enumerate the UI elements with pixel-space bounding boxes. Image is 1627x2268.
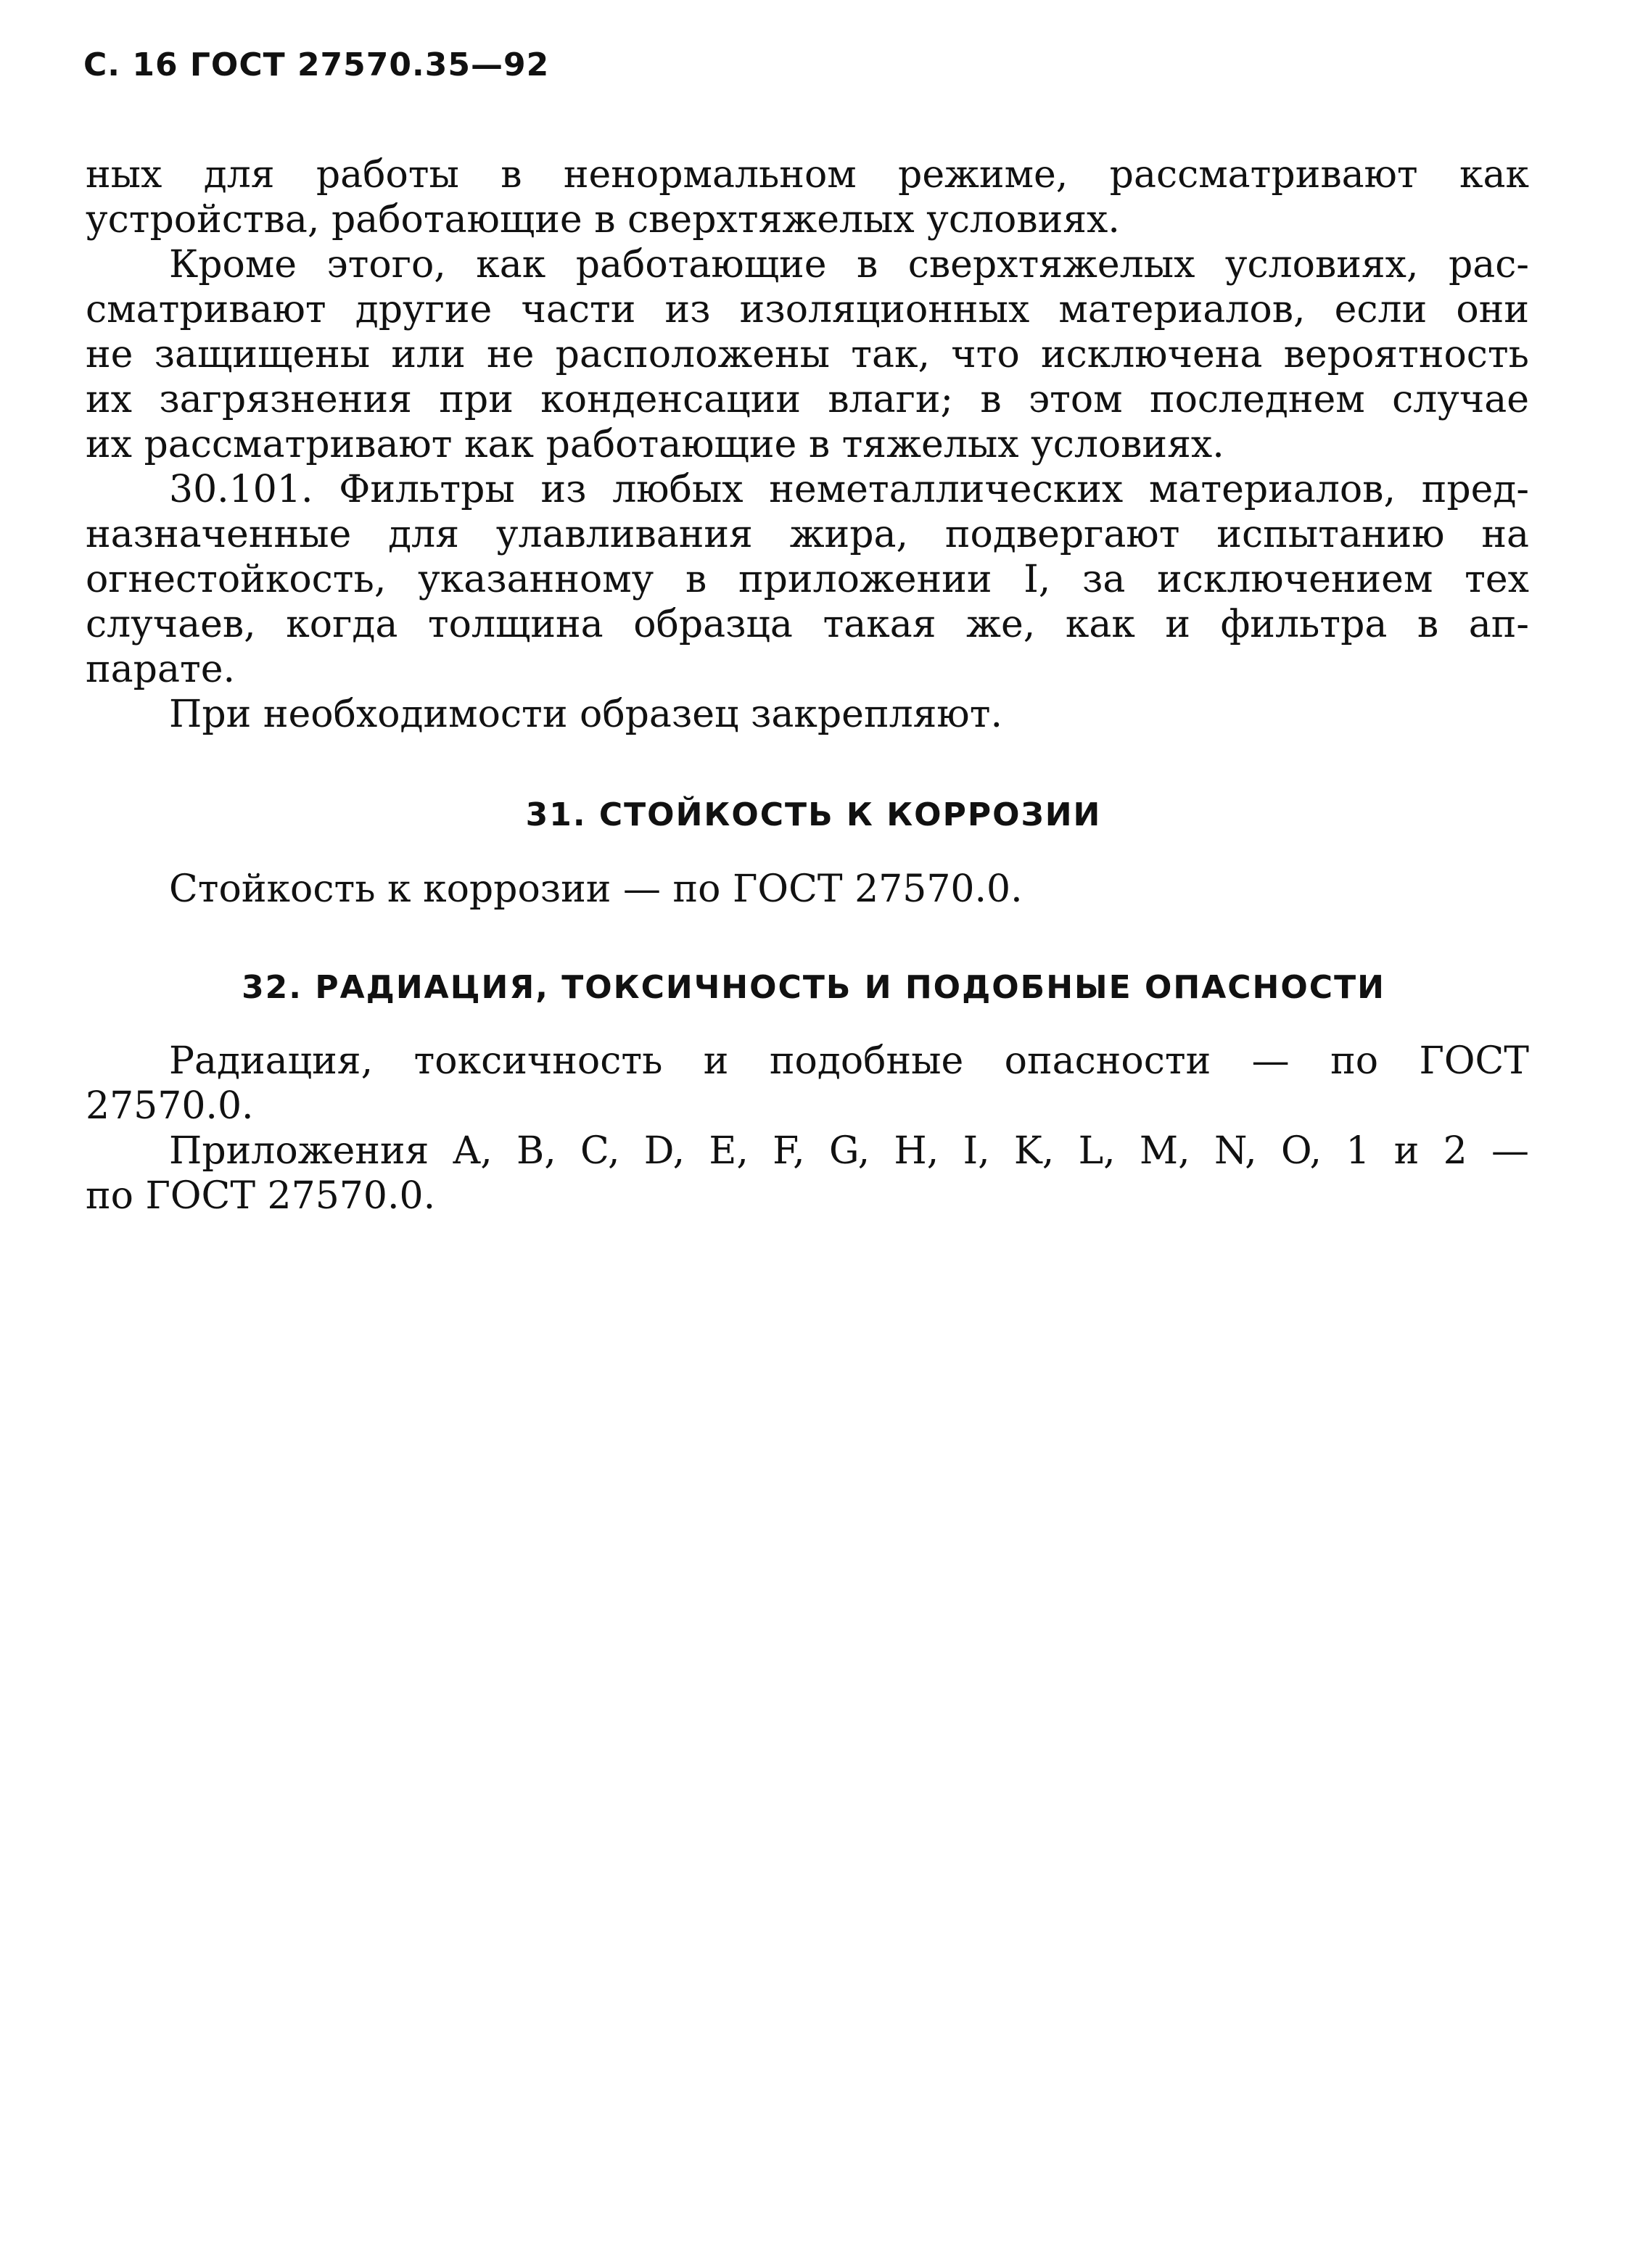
body-text <box>86 152 1529 737</box>
text-line: Приложения A, B, C, D, E, F, G, H, I, K, L, M, N, O, 1 и 2 — <box>169 1129 1529 1173</box>
page-header: С. 16 ГОСТ 27570.35—92 <box>83 46 550 83</box>
text-line: При необходимости образец закрепляют. <box>169 693 1003 736</box>
text-line: их загрязнения при конденсации влаги; в этом последнем случае <box>86 378 1529 421</box>
text-line: Радиация, токсичность и подобные опасности — по ГОСТ <box>169 1039 1529 1083</box>
section-heading-31: 31. СТОЙКОСТЬ К КОРРОЗИИ <box>525 796 1102 833</box>
text-line: сматривают другие части из изоляционных материалов, если они <box>86 288 1529 331</box>
paragraph-continuation <box>86 152 1529 242</box>
text-line: их рассматривают как работающие в тяжелых условиях. <box>86 423 1224 466</box>
text-line: не защищены или не расположены так, что исключена вероятность <box>86 333 1529 376</box>
section-32-text <box>86 1039 1529 1218</box>
text-line: Стойкость к коррозии — по ГОСТ 27570.0. <box>169 867 1023 911</box>
text-line: парате. <box>86 648 236 691</box>
text-line: назначенные для улавливания жира, подвергают испытанию на <box>86 513 1529 556</box>
text-line: 27570.0. <box>86 1084 254 1128</box>
text-line: по ГОСТ 27570.0. <box>86 1174 436 1218</box>
text-line: Кроме этого, как работающие в сверхтяжелых условиях, рас- <box>169 243 1529 286</box>
paragraph <box>86 692 1529 737</box>
clause-30-101 <box>86 467 1529 692</box>
text-line: ных для работы в ненормальном режиме, рассматривают как <box>86 153 1529 197</box>
text-line: огнестойкость, указанному в приложении I, за исключением тех <box>86 558 1529 601</box>
text-line: случаев, когда толщина образца такая же, как и фильтра в ап- <box>86 603 1529 646</box>
text-line: 30.101. Фильтры из любых неметаллических материалов, пред- <box>169 468 1529 511</box>
paragraph <box>86 242 1529 467</box>
section-31-text <box>86 867 1529 912</box>
section-heading-32: 32. РАДИАЦИЯ, ТОКСИЧНОСТЬ И ПОДОБНЫЕ ОПАСНОСТИ <box>242 969 1385 1006</box>
text-line: устройства, работающие в сверхтяжелых условиях. <box>86 198 1120 242</box>
